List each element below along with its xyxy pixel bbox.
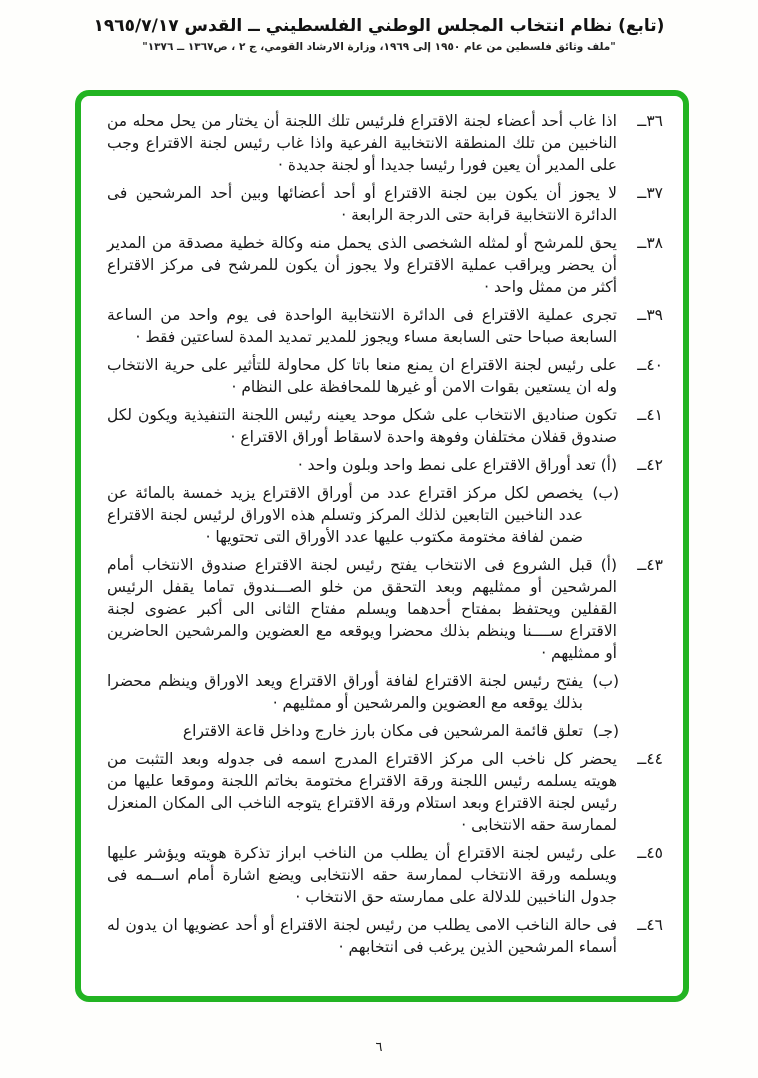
- regulation-item-42-a: [107, 454, 663, 476]
- item-text: يفتح رئيس لجنة الاقتراع لفافة أوراق الاقتراع ويعد الاوراق وينظم محضرا بذلك يوقعه مع العضوين والمرشحين أو ممثليهم ·: [107, 672, 583, 712]
- regulation-item-37: [107, 182, 663, 226]
- item-text: لا يجوز أن يكون بين لجنة الاقتراع أو أحد أعضائها وبين أحد المرشحين فى الدائرة الانتخابية قرابة حتى الدرجة الرابعة ·: [107, 184, 617, 224]
- item-number: ٤٥ــ: [637, 844, 663, 862]
- item-text: اذا غاب أحد أعضاء لجنة الاقتراع فلرئيس تلك اللجنة أن يختار من يحل محله من الناخبين من تلك المنطقة الانتخابية الفرعية واذا غاب رئيس لجنة الاقتراع وجب على المدير أن يعين فورا رئيسا جديدا أو لجنة جديدة ·: [107, 112, 617, 174]
- item-number: ٣٩ــ: [637, 306, 663, 324]
- document-header: [0, 0, 758, 53]
- regulation-item-43-b: [107, 670, 619, 714]
- regulation-item-43-a: [107, 554, 663, 664]
- regulation-item-39: [107, 304, 663, 348]
- item-text: فى حالة الناخب الامى يطلب من رئيس لجنة الاقتراع أو أحد عضويها ان يدون له أسماء المرشحين الذين يرغب فى انتخابهم ·: [107, 916, 617, 956]
- regulation-item-43-c: [107, 720, 619, 742]
- regulation-item-36: [107, 110, 663, 176]
- item-number: ٤٣ــ: [637, 556, 663, 574]
- page-number: ٦: [375, 1040, 383, 1055]
- regulation-item-46: [107, 914, 663, 958]
- item-number: ٣٧ــ: [637, 184, 663, 202]
- item-text: على رئيس لجنة الاقتراع أن يطلب من الناخب ابراز تذكرة هويته ويؤشر عليها ويسلمه ورقة الانتخاب لممارسة حقه الانتخابى ويضع اشارة أمام اســمه فى جدول الناخبين للدلالة على ممارسته حق الانتخاب ·: [107, 844, 617, 906]
- item-number: ٤٢ــ: [637, 456, 663, 474]
- item-number: ٣٨ــ: [637, 234, 663, 252]
- regulation-item-40: [107, 354, 663, 398]
- regulation-item-44: [107, 748, 663, 836]
- item-number: ٤٤ــ: [637, 750, 663, 768]
- item-letter: (ب): [592, 484, 619, 502]
- regulation-green-box: [75, 90, 689, 1002]
- regulation-item-42-b: [107, 482, 619, 548]
- item-number: ٣٦ــ: [637, 112, 663, 130]
- item-number: ٤٠ــ: [637, 356, 663, 374]
- item-text: (أ) قبل الشروع فى الانتخاب يفتح رئيس لجنة الاقتراع صندوق الانتخاب أمام المرشحين أو ممثليهم وبعد التحقق من خلو الصـــندوق تماما يقفل الرئيس القفلين ويحتفظ بمفتاح أحدهما ويسلم مفتاح الثانى الى أكبر عضوى لجنة الاقتراع ســــنا وينظم بذلك محضرا ويوقعه مع العضوين والمرشحين الحاضرين أو ممثليهم ·: [107, 556, 617, 662]
- item-letter: (ب): [592, 672, 619, 690]
- regulation-item-38: [107, 232, 663, 298]
- item-text: يحضر كل ناخب الى مركز الاقتراع المدرج اسمه فى جدوله وبعد التثبت من هويته يسلمه رئيس اللجنة ورقة الاقتراع مختومة بخاتم اللجنة وموقعا عليها من رئيس لجنة الاقتراع وبعد استلام ورقة الاقتراع يتوجه الناخب الى المكان المنعزل لممارسة حقه الانتخابى ·: [107, 750, 617, 834]
- item-number: ٤١ــ: [637, 406, 663, 424]
- page-title: (تابع) نظام انتخاب المجلس الوطني الفلسطيني ــ القدس ١٩٦٥/٧/١٧: [93, 16, 665, 36]
- regulation-item-41: [107, 404, 663, 448]
- source-citation-line: "ملف وثائق فلسطين من عام ١٩٥٠ إلى ١٩٦٩، وزارة الارشاد القومي، ج ٢ ، ص١٣٦٧ ــ ١٣٧٦": [142, 41, 616, 53]
- item-text: على رئيس لجنة الاقتراع ان يمنع منعا باتا كل محاولة للتأثير على حرية الانتخاب وله ان يستعين بقوات الامن أو غيرها للمحافظة على النظام ·: [107, 356, 617, 396]
- item-text: تكون صناديق الانتخاب على شكل موحد يعينه رئيس اللجنة التنفيذية ويكون لكل صندوق قفلان مختلفان وفوهة واحدة لاسقاط أوراق الاقتراع ·: [107, 406, 617, 446]
- item-text: يخصص لكل مركز اقتراع عدد من أوراق الاقتراع يزيد خمسة بالمائة عن عدد الناخبين التابعين لذلك المركز وتسلم هذه الاوراق لرئيس لجنة الاقتراع ضمن لفافة مختومة مكتوب عليها عدد الأوراق التى تحتويها ·: [107, 484, 583, 546]
- item-number: ٤٦ــ: [637, 916, 663, 934]
- item-letter: (جـ): [592, 722, 619, 740]
- item-text: تعلق قائمة المرشحين فى مكان بارز خارج وداخل قاعة الاقتراع: [182, 722, 583, 740]
- regulation-item-45: [107, 842, 663, 908]
- item-text: (أ) تعد أوراق الاقتراع على نمط واحد وبلون واحد ·: [297, 456, 617, 474]
- item-text: تجرى عملية الاقتراع فى الدائرة الانتخابية الواحدة فى يوم واحد من الساعة السابعة صباحا حتى السابعة مساء ويجوز للمدير تمديد المدة لساعتين فقط ·: [107, 306, 617, 346]
- item-text: يحق للمرشح أو لمثله الشخصى الذى يحمل منه وكالة خطية مصدقة من المدير أن يحضر ويراقب عملية الاقتراع ولا يجوز أن يكون للمرشح فى مركز الاقتراع أكثر من ممثل واحد ·: [107, 234, 617, 296]
